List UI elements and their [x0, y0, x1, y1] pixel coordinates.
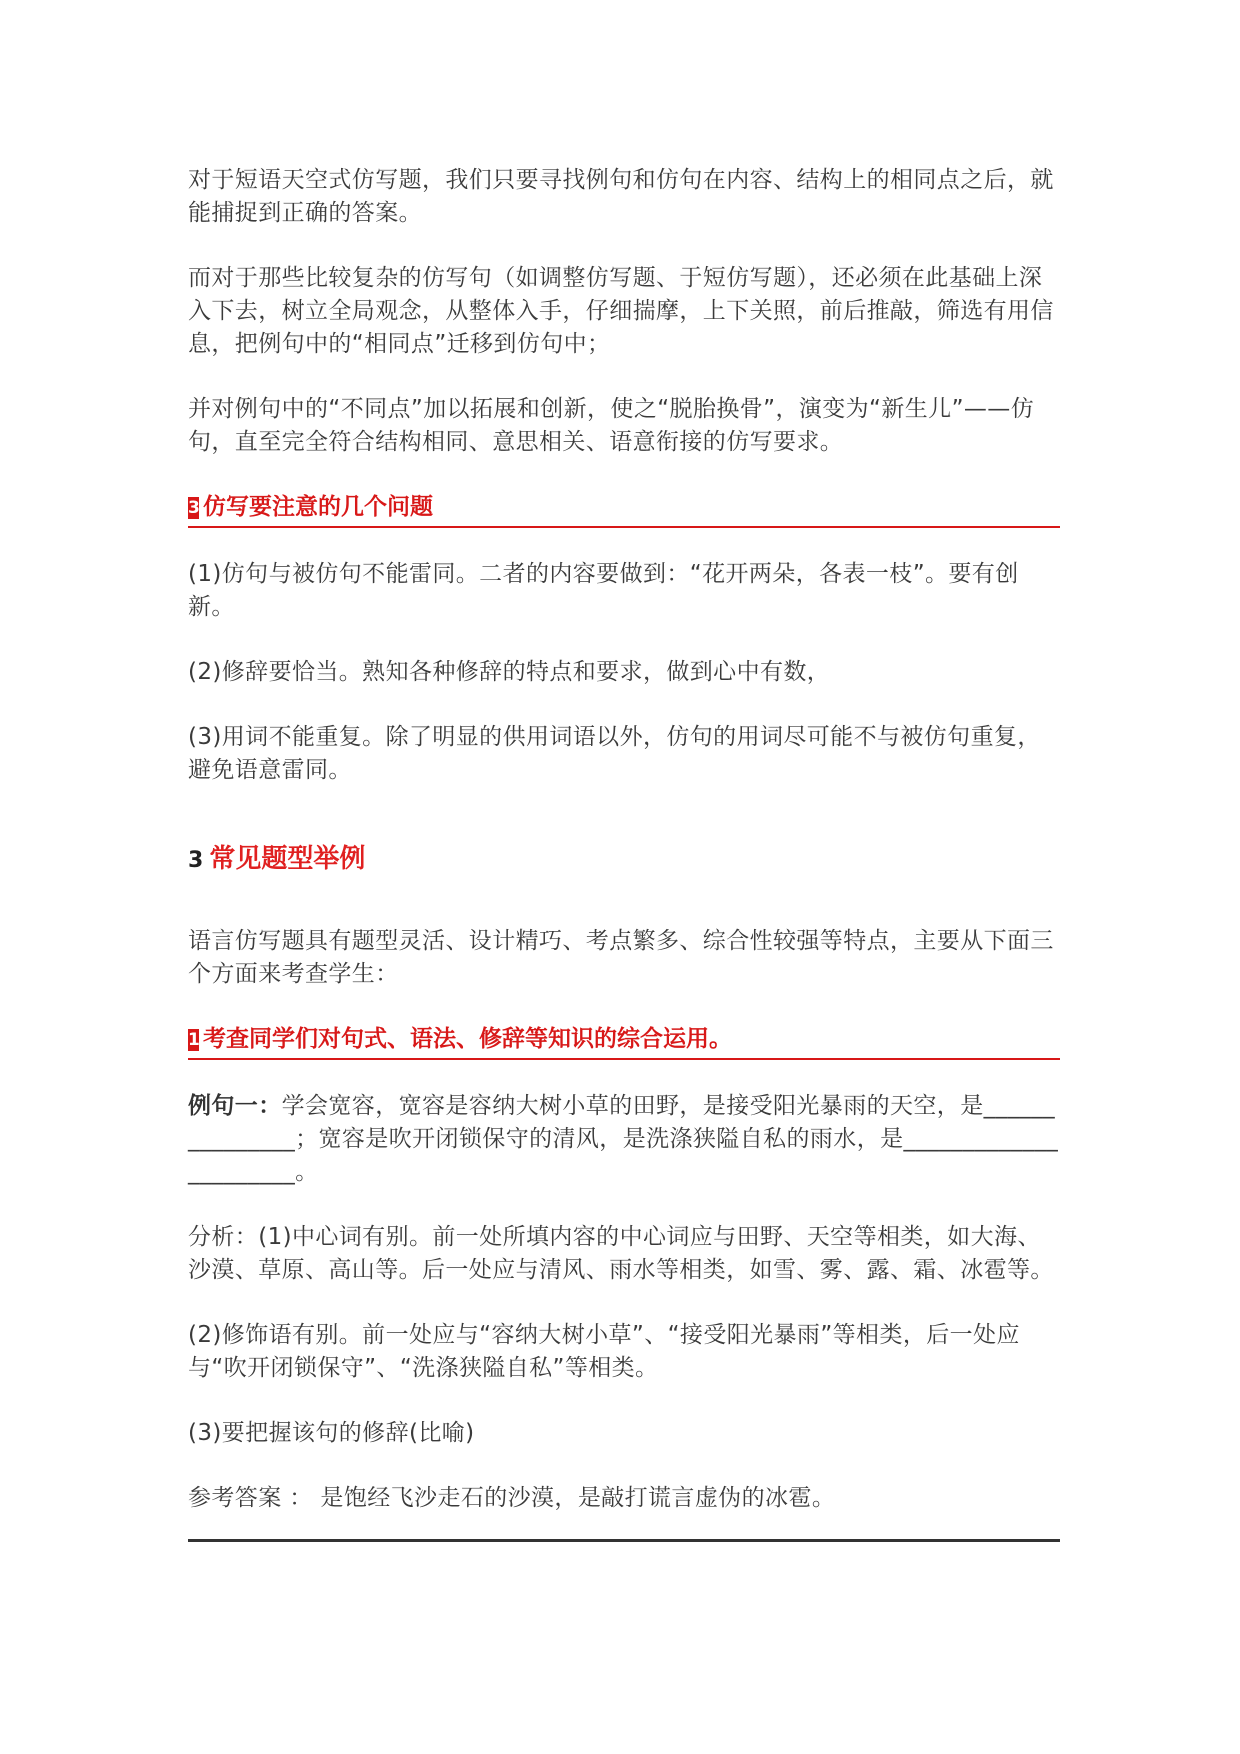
section-number: 3 [188, 848, 204, 873]
intro-paragraph-3: 并对例句中的“不同点”加以拓展和创新，使之“脱胎换骨”，演变为“新生儿”——仿句，直至完全符合结构相同、意思相关、语意衔接的仿写要求。 [188, 396, 1035, 455]
example-label: 例句一： [188, 1093, 282, 1119]
intro-paragraph-2: 而对于那些比较复杂的仿写句（如调整仿写题、于短仿写题），还必须在此基础上深入下去，树立全局观念，从整体入手，仔细揣摩，上下关照，前后推敲，筛选有用信息，把例句中的“相同点”迁移到仿句中； [188, 265, 1054, 357]
intro-paragraph-1: 对于短语天空式仿写题，我们只要寻找例句和仿句在内容、结构上的相同点之后，就能捕捉到正确的答案。 [188, 167, 1054, 226]
example-text: 学会宽容，宽容是容纳大树小草的田野，是接受阳光暴雨的天空，是_______________；宽容是吹开闭锁保守的清风，是洗涤狭隘自私的雨水，是______________________。 [188, 1093, 1059, 1185]
notes-heading-title: 仿写要注意的几个问题 [203, 494, 433, 520]
notes-number-badge: 3 [188, 497, 200, 518]
analysis-paragraph-2: (2)修饰语有别。前一处应与“容纳大树小草”、“接受阳光暴雨”等相类，后一处应与“吹开闭锁保守”、“洗涤狭隘自私”等相类。 [188, 1322, 1020, 1381]
section-heading [188, 841, 1060, 879]
note-item-2: (2)修辞要恰当。熟知各种修辞的特点和要求，做到心中有数， [188, 659, 831, 685]
sub1-number-badge: 1 [188, 1029, 200, 1050]
note-item-3: (3)用词不能重复。除了明显的供用词语以外，仿句的用词尽可能不与被仿句重复，避免语意雷同。 [188, 724, 1041, 783]
analysis-paragraph-3: (3)要把握该句的修辞(比喻) [188, 1420, 475, 1446]
notes-heading [188, 491, 1060, 528]
end-divider [188, 1539, 1060, 1542]
sub1-heading-title: 考查同学们对句式、语法、修辞等知识的综合运用。 [203, 1026, 732, 1052]
example-sentence [188, 1090, 1060, 1189]
note-item-1: (1)仿句与被仿句不能雷同。二者的内容要做到：“花开两朵，各表一枝”。要有创新。 [188, 561, 1019, 620]
section-title: 常见题型举例 [209, 844, 366, 874]
reference-answer: 参考答案 ： 是饱经飞沙走石的沙漠，是敲打谎言虚伪的冰雹。 [188, 1485, 836, 1511]
document-page [188, 164, 1060, 1542]
section-intro: 语言仿写题具有题型灵活、设计精巧、考点繁多、综合性较强等特点，主要从下面三个方面来考查学生： [188, 928, 1054, 987]
analysis-paragraph-1: 分析：(1)中心词有别。前一处所填内容的中心词应与田野、天空等相类，如大海、沙漠、草原、高山等。后一处应与清风、雨水等相类，如雪、雾、露、霜、冰雹等。 [188, 1224, 1054, 1283]
sub1-heading [188, 1023, 1060, 1060]
